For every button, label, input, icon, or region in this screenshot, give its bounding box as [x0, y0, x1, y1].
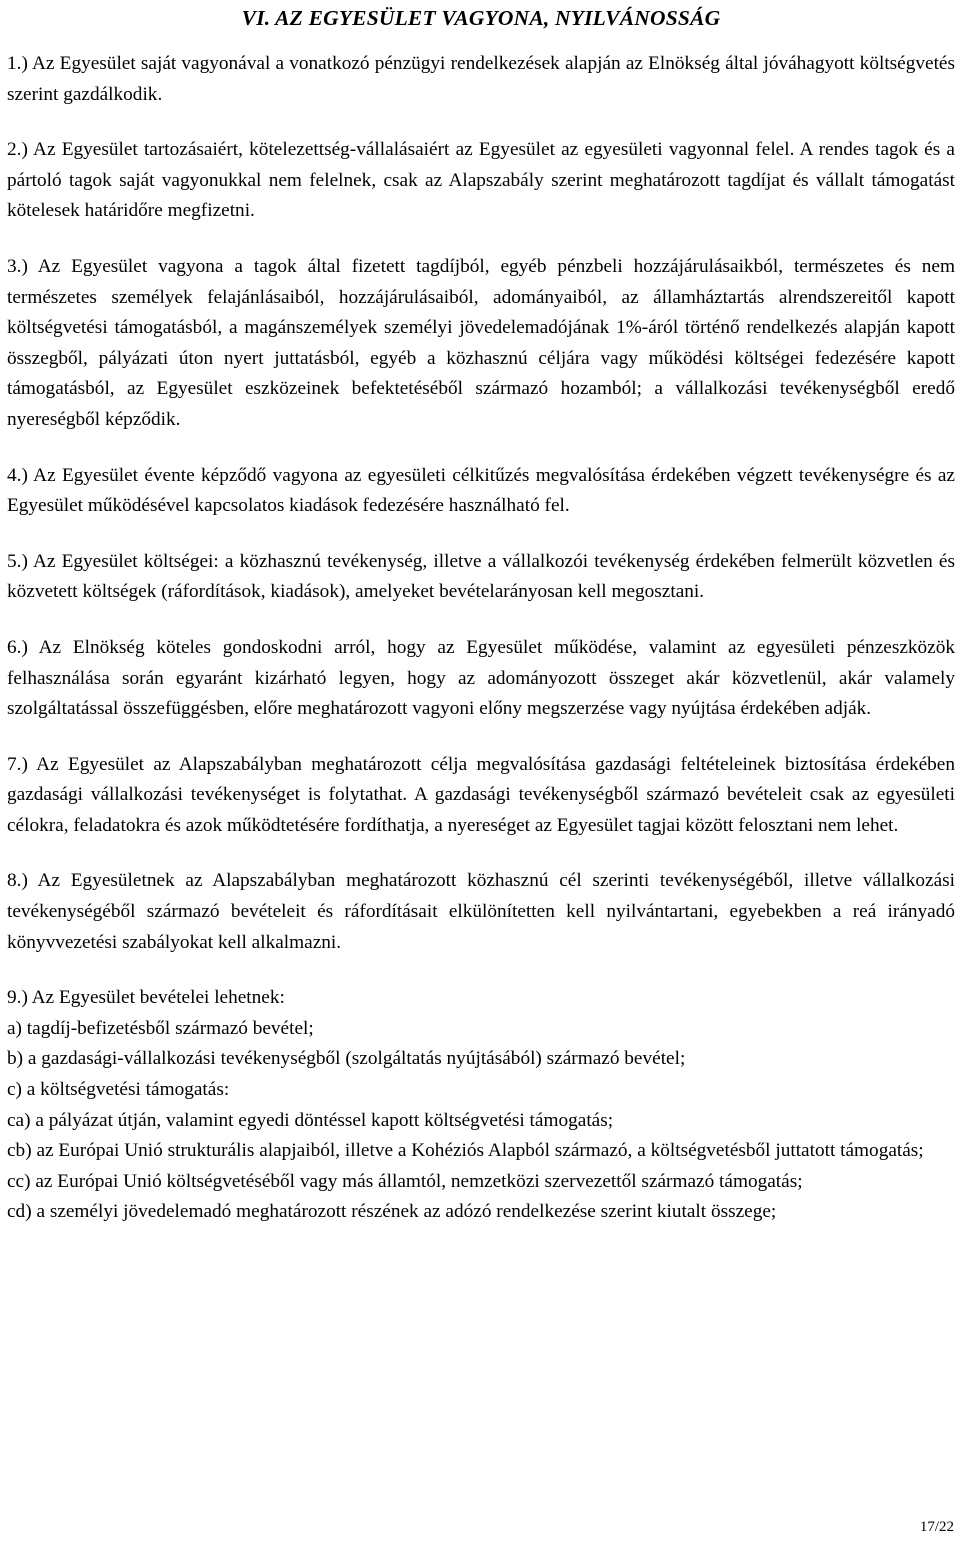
document-page	[7, 0, 955, 1228]
income-list	[7, 983, 955, 1228]
income-list-item: a) tagdíj-befizetésből származó bevétel;	[7, 1017, 314, 1039]
income-list-item: cc) az Európai Unió költségvetéséből vagy más államtól, nemzetközi szervezettől származó támogatás;	[7, 1170, 803, 1192]
page-number: 17/22	[919, 1519, 954, 1535]
paragraph-7: 7.) Az Egyesület az Alapszabályban meghatározott célja megvalósítása gazdasági feltételeinek biztosítása érdekében gazdasági vállalkozási tevékenységet is folytathat. A gazdasági tevékenységből származó bevételeit csak az egyesületi célokra, feladatokra és azok működtetésére fordíthatja, a nyereséget az Egyesület tagjai között felosztani nem lehet.	[7, 753, 955, 836]
paragraph-5: 5.) Az Egyesület költségei: a közhasznú tevékenység, illetve a vállalkozói tevékenység érdekében felmerült közvetlen és közvetett költségek (ráfordítások, kiadások), amelyeket bevételarányosan kell megosztani.	[7, 550, 955, 603]
paragraph-1: 1.) Az Egyesület saját vagyonával a vonatkozó pénzügyi rendelkezések alapján az Elnökség által jóváhagyott költségvetés szerint gazdálkodik.	[7, 53, 955, 105]
income-list-item: c) a költségvetési támogatás:	[7, 1079, 230, 1101]
income-list-item: cb) az Európai Unió strukturális alapjaiból, illetve a Kohéziós Alapból származó, a költségvetésből juttatott támogatás;	[7, 1140, 924, 1162]
paragraph-6: 6.) Az Elnökség köteles gondoskodni arról, hogy az Egyesület működése, valamint az egyesületi pénzeszközök felhasználása során egyaránt kizárható legyen, hogy az adományozott összeget akár közvetlenül, akár valamely szolgáltatással összefüggésben, előre meghatározott vagyoni előny megszerzése vagy nyújtása érdekében adják.	[7, 636, 955, 720]
income-list-item: cd) a személyi jövedelemadó meghatározott részének az adózó rendelkezése szerint kiutalt összege;	[7, 1201, 777, 1223]
paragraph-8: 8.) Az Egyesületnek az Alapszabályban meghatározott közhasznú cél szerinti tevékenységéből, illetve vállalkozási tevékenységéből származó bevételeit és ráfordításait elkülönítetten kell nyilvántartani, egyebekben a reá irányadó könyvvezetési szabályokat kell alkalmazni.	[7, 870, 955, 953]
paragraph-3: 3.) Az Egyesület vagyona a tagok által fizetett tagdíjból, egyéb pénzbeli hozzájárulásaikból, természetes és nem természetes személyek felajánlásaiból, hozzájárulásaiból, adományaiból, az államháztartás alrendszereitől kapott költségvetési támogatásból, a magánszemélyek személyi jövedelemadójának 1%-áról történő rendelkezés alapján kapott összegből, pályázati úton nyert juttatásból, egyéb a közhasznú céljára vagy működési költségei fedezésére kapott támogatásból, az Egyesület eszközeinek befektetéséből származó hozamból; a vállalkozási tevékenységből eredő nyereségből képződik.	[7, 255, 955, 430]
section-title: VI. AZ EGYESÜLET VAGYONA, NYILVÁNOSSÁG	[241, 6, 721, 30]
income-list-intro: 9.) Az Egyesület bevételei lehetnek:	[7, 987, 285, 1009]
paragraph-4: 4.) Az Egyesület évente képződő vagyona az egyesületi célkitűzés megvalósítása érdekében végzett tevékenységre és az Egyesület működésével kapcsolatos kiadások fedezésére használható fel.	[7, 464, 955, 517]
income-list-item: ca) a pályázat útján, valamint egyedi döntéssel kapott költségvetési támogatás;	[7, 1109, 614, 1131]
paragraph-2: 2.) Az Egyesület tartozásaiért, kötelezettség-vállalásaiért az Egyesület az egyesületi vagyonnal felel. A rendes tagok és a pártoló tagok saját vagyonukkal nem felelnek, csak az Alapszabály szerint meghatározott tagdíjat és vállalt támogatást kötelesek határidőre megfizetni.	[7, 139, 955, 222]
income-list-item: b) a gazdasági-vállalkozási tevékenységből (szolgáltatás nyújtásából) származó bevétel;	[7, 1048, 686, 1070]
